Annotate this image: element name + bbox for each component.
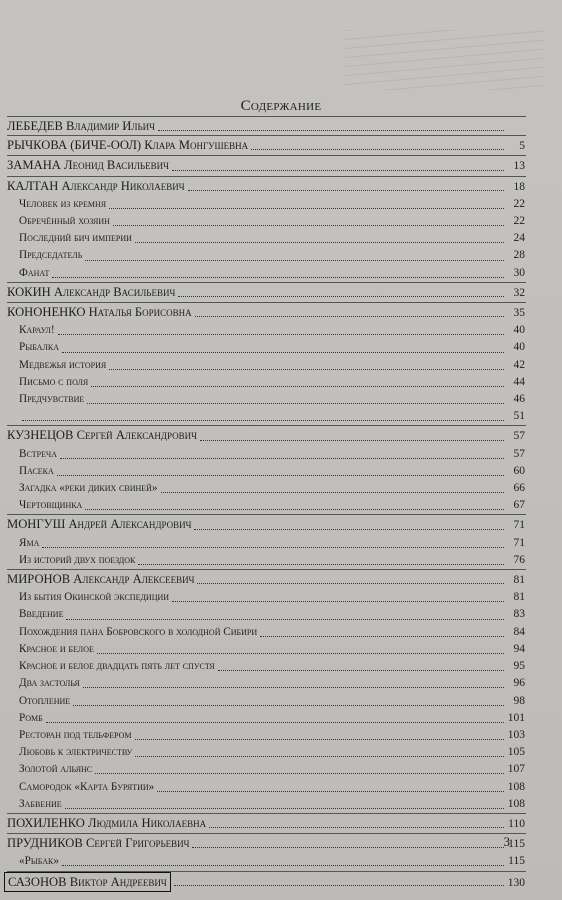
story-title: Похождения пана Бобровского в холодной Сибири (19, 625, 258, 638)
dot-leader (200, 440, 504, 441)
toc-story-entry (7, 391, 525, 408)
dot-leader (197, 583, 504, 584)
dot-leader (172, 601, 504, 602)
page-ref: 18 (513, 180, 525, 193)
dot-leader (73, 705, 504, 706)
toc-story-entry (7, 339, 525, 356)
toc-story-entry (7, 744, 525, 761)
toc-story-entry (7, 535, 525, 552)
dot-leader (135, 756, 504, 757)
story-title: Яма (19, 536, 40, 549)
page-ref: 22 (513, 197, 525, 210)
dot-leader (194, 529, 504, 530)
toc-story-entry (7, 213, 525, 230)
toc-story-entry (7, 374, 525, 391)
story-title: «Рыбак» (19, 855, 59, 868)
toc-author-entry (7, 283, 525, 302)
page-ref: 30 (513, 266, 525, 279)
page-ref: 110 (508, 817, 525, 830)
page-ref: 51 (513, 410, 525, 423)
page-ref: 98 (513, 694, 525, 707)
toc-story-entry (7, 552, 525, 569)
dot-leader (62, 865, 504, 866)
dot-leader (192, 847, 504, 848)
author-name: ЛЕБЕДЕВ Владимир Ильич (7, 119, 156, 133)
dot-leader (157, 791, 504, 792)
story-title: Два застолья (19, 677, 80, 690)
page-ref: 67 (513, 499, 525, 512)
toc-story-entry (7, 796, 525, 813)
dot-leader (109, 208, 504, 209)
toc-author-entry (7, 177, 525, 196)
dot-leader (22, 420, 504, 421)
toc-story-entry (7, 641, 525, 658)
toc-story-entry (7, 357, 525, 374)
story-title: Караул! (19, 324, 55, 337)
story-title: Из бытия Окинской экспедиции (19, 591, 170, 604)
author-name: МИРОНОВ Александр Алексеевич (7, 572, 195, 587)
page-ref: 5 (519, 140, 525, 153)
author-name: ЗАМАНА Леонид Васильевич (7, 158, 169, 173)
story-title: Чертовщинка (19, 499, 83, 512)
dot-leader (85, 260, 504, 261)
dot-leader (60, 458, 504, 459)
page-ref: 103 (507, 728, 525, 741)
dot-leader (158, 130, 504, 131)
dot-leader (109, 369, 504, 370)
dot-leader (87, 403, 504, 404)
page-ref: 130 (507, 876, 525, 889)
page-ref: 60 (513, 464, 525, 477)
page-ref: 115 (508, 855, 525, 868)
author-name: ПРУДНИКОВ Сергей Григорьевич (7, 836, 190, 851)
page-ref: 40 (513, 324, 525, 337)
toc-story-entry (7, 624, 525, 641)
page-ref: 101 (507, 711, 525, 724)
toc-author-entry (7, 156, 525, 175)
author-name: КАЛТАН Александр Николаевич (7, 178, 185, 193)
story-title: Человек из кремня (19, 197, 107, 210)
page-ref: 40 (513, 341, 525, 354)
dot-leader (97, 653, 504, 654)
page-ref: 44 (513, 375, 525, 388)
dot-leader (251, 149, 504, 150)
page-ref: 57 (513, 447, 525, 460)
dot-leader (218, 670, 504, 671)
author-name: МОНГУШ Андрей Александрович (7, 517, 192, 532)
toc-story-entry (7, 606, 525, 623)
toc-story-entry (7, 761, 525, 778)
page-ref: 28 (513, 249, 525, 262)
author-name: КОКИН Александр Васильевич (7, 284, 176, 299)
dot-leader (83, 687, 504, 688)
page-ref: 13 (513, 160, 525, 173)
toc-story-entry (7, 727, 525, 744)
toc-story-entry (7, 658, 525, 675)
toc-story-entry (7, 693, 525, 710)
story-title: Фанат (19, 266, 50, 279)
toc-author-entry (7, 570, 525, 589)
toc-story-entry (7, 497, 525, 514)
dot-leader (95, 773, 504, 774)
toc-story-entry (7, 196, 525, 213)
toc-story-entry (7, 853, 525, 870)
page-ref: 57 (513, 430, 525, 443)
toc-story-entry (7, 265, 525, 282)
author-name: САЗОНОВ Виктор Андреевич (4, 872, 171, 892)
author-name: КОНОНЕНКО Наталья Борисовна (7, 305, 192, 320)
toc-author-entry (7, 117, 525, 135)
dot-leader (172, 170, 504, 171)
dot-leader (188, 190, 504, 191)
story-title: Последний бич империи (19, 232, 132, 245)
toc-author-entry (7, 136, 525, 155)
page-ref: 35 (513, 307, 525, 320)
story-title: Обречённый хозяин (19, 215, 110, 228)
dot-leader (209, 827, 504, 828)
story-title: Самородок «Карта Бурятии» (19, 780, 155, 793)
dot-leader (42, 547, 504, 548)
dot-leader (65, 808, 504, 809)
story-title: Встреча (19, 447, 57, 460)
story-title: Введение (19, 608, 64, 621)
dot-leader (260, 636, 504, 637)
dot-leader (135, 739, 504, 740)
toc-story-entry (7, 675, 525, 692)
story-title: Письмо с поля (19, 375, 89, 388)
toc-story-entry (7, 247, 525, 264)
story-title: Пасека (19, 464, 54, 477)
story-title: Любовь к электричеству (19, 746, 133, 759)
page-ref: 83 (513, 608, 525, 621)
story-title: Председатель (19, 249, 83, 262)
story-title: Красное и белое двадцать пять лет спустя (19, 660, 215, 673)
toc-story-entry (7, 446, 525, 463)
story-title: Красное и белое (19, 642, 94, 655)
dot-leader (161, 492, 504, 493)
dot-leader (113, 225, 504, 226)
page-ref: 107 (507, 763, 525, 776)
page-ref: 115 (508, 838, 525, 851)
dot-leader (62, 352, 504, 353)
author-name: КУЗНЕЦОВ Сергей Александрович (7, 428, 197, 443)
dot-leader (178, 296, 504, 297)
page-ref: 76 (513, 553, 525, 566)
story-title: Забвение (19, 797, 62, 810)
page-ref: 81 (513, 574, 525, 587)
toc-story-entry (7, 779, 525, 796)
dot-leader (138, 564, 504, 565)
page-ref: 71 (513, 519, 525, 532)
page-number: 3 (503, 834, 510, 849)
toc-author-entry (7, 426, 525, 445)
page-ref: 42 (513, 358, 525, 371)
page-ref: 84 (513, 625, 525, 638)
story-title: Загадка «реки диких свиней» (19, 482, 158, 495)
dot-leader (135, 242, 504, 243)
page-ref: 32 (513, 286, 525, 299)
toc-author-entry (7, 515, 525, 534)
dot-leader (52, 277, 504, 278)
toc-story-entry (7, 230, 525, 247)
page-ref: 108 (507, 797, 525, 810)
page-title: Содержание (240, 98, 322, 114)
author-name: ПОХИЛЕНКО Людмила Николаевна (7, 815, 207, 830)
dot-leader (85, 509, 504, 510)
table-of-contents (7, 116, 525, 892)
toc-author-entry (7, 814, 525, 833)
story-title: Отопление (19, 694, 71, 707)
page-ref: 66 (513, 482, 525, 495)
toc-story-entry (7, 589, 525, 606)
story-title: Рыбалка (19, 341, 60, 354)
page-ref: 22 (513, 215, 525, 228)
page-ref: 46 (513, 393, 525, 406)
page-ref: 94 (513, 642, 525, 655)
page-ref: 96 (513, 677, 525, 690)
toc-author-entry (7, 872, 525, 892)
dot-leader (57, 475, 504, 476)
story-title: Из историй двух поездок (19, 553, 136, 566)
dot-leader (46, 722, 504, 723)
story-title: Медвежья история (19, 358, 107, 371)
page-ref: 24 (513, 232, 525, 245)
page-ref: 71 (513, 536, 525, 549)
toc-author-entry (7, 834, 525, 853)
story-title: Ромб (19, 711, 43, 724)
story-title: Ресторан под тельфером (19, 728, 132, 741)
dot-leader (91, 386, 504, 387)
toc-story-entry (7, 322, 525, 339)
toc-story-entry (7, 710, 525, 727)
dot-leader (58, 334, 504, 335)
page-ref: 95 (513, 660, 525, 673)
toc-author-entry (7, 303, 525, 322)
page-ref: 105 (507, 746, 525, 759)
story-title: Предчувствие (19, 393, 85, 406)
dot-leader (174, 885, 504, 886)
bleed-through-text (344, 30, 544, 90)
dot-leader (195, 316, 504, 317)
dot-leader (66, 619, 504, 620)
toc-story-entry (7, 480, 525, 497)
toc-story-entry (7, 463, 525, 480)
author-name: РЫЧКОВА (БИЧЕ-ООЛ) Клара Монгушевна (7, 138, 249, 153)
toc-story-entry (7, 408, 525, 425)
story-title: Золотой альянс (19, 763, 93, 776)
page-ref: 81 (513, 591, 525, 604)
page-ref: 108 (507, 780, 525, 793)
